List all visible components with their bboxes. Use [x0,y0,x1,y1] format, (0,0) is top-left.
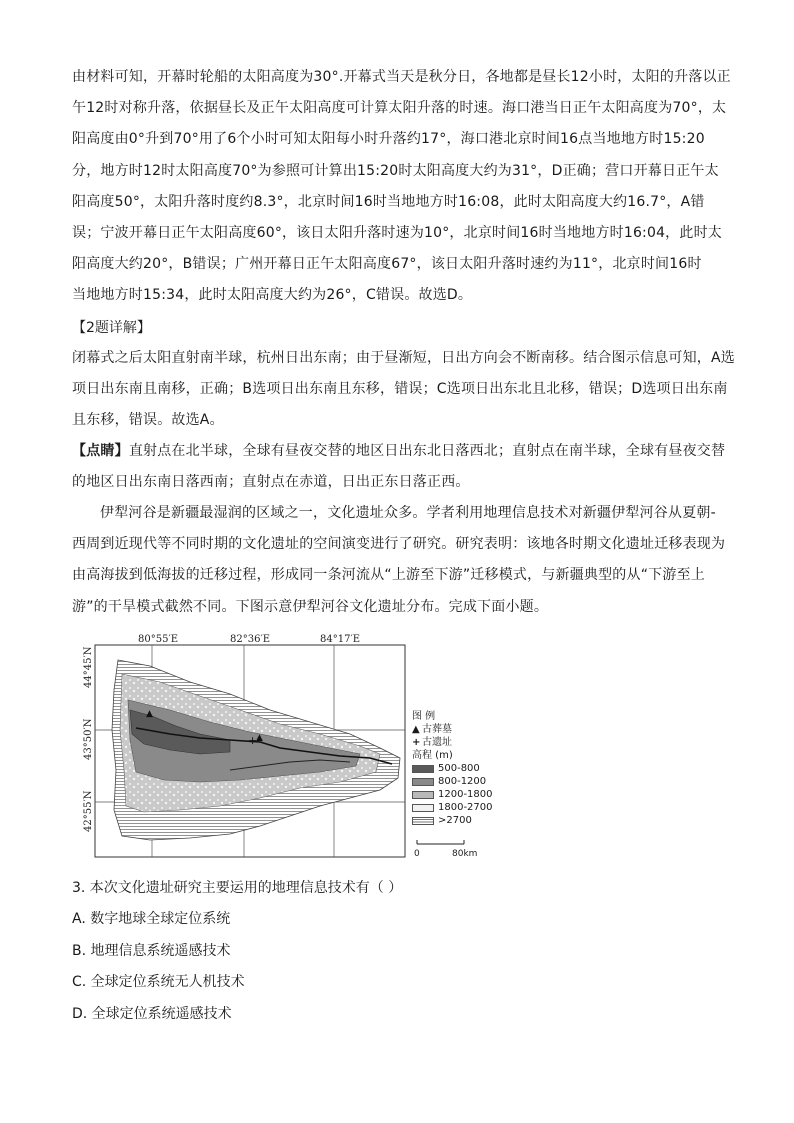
answer-q1-line: 午12时对称升落，依据昼长及正午太阳高度可计算太阳升落的时速。海口港当日正午太阳高度为70°，太 [72,100,727,117]
material-paragraph [72,498,726,623]
lon-label: 82°36′E [230,634,271,645]
swatch-1800-2700 [412,804,434,812]
legend-elev-800-1200 [412,775,493,788]
lat-label: 42°55′N [83,790,94,832]
scale-bar [414,840,477,859]
answer-q2-line: 项日出东南且南移，正确；B选项日出东南且东移，错误；C选项日出东北且北移，错误；D选项日出东南 [72,381,728,398]
tip-line-1 [72,436,726,467]
legend-elev-above-2700 [412,814,493,827]
material-line: 伊犁河谷是新疆最湿润的区域之一，文化遗址众多。学者利用地理信息技术对新疆伊犁河谷从夏朝- [100,505,716,521]
material-line: 游”的干旱模式截然不同。下图示意伊犁河谷文化遗址分布。完成下面小题。 [72,598,549,615]
site-symbol-icon: + [412,737,421,748]
elevation-title [412,749,493,762]
site-marker-icon: + [248,734,258,747]
answer-q1-paragraph [72,62,731,312]
answer-q1-line: 阳高度大约20°，B错误；广州开幕日正午太阳高度67°，该日太阳升落时速约为11°，北京时间16时 [72,256,702,273]
legend-title [412,710,493,723]
answer-q1-line: 误；宁波开幕日正午太阳高度60°，该日太阳升落时速为10°，北京时间16时当地地方时16:04，此时太 [72,225,722,242]
swatch-500-800 [412,765,434,773]
legend-label: 500-800 [438,763,480,774]
option-b[interactable]: B. 地理信息系统遥感技术 [72,943,231,959]
lat-label: 43°50′N [83,718,94,760]
legend-item-site [412,736,493,749]
legend-title-text: 图 例 [412,711,436,722]
tip-line-2: 的地区日出东南日落西南；直射点在赤道，日出正东日落正西。 [72,474,470,491]
material-line: 由高海拔到低海拔的迁移过程，形成同一条河流从“上游至下游”迁移模式，与新疆典型的从“下游至上 [72,567,705,584]
q2-detail-heading: 【2题详解】 [72,320,151,336]
legend-elev-1200-1800 [412,788,493,801]
tomb-marker-icon: ▲ [146,709,153,719]
legend-label: 古遗址 [422,737,452,748]
legend-label: 1200-1800 [438,789,493,800]
legend-label: 古葬墓 [422,724,452,735]
legend-item-tomb [412,723,493,736]
lon-label: 84°17′E [320,634,361,645]
answer-q2-paragraph [72,343,735,437]
answer-q2-line: 闭幕式之后太阳直射南半球，杭州日出东南；由于昼渐短，日出方向会不断南移。结合图示信息可知，A选 [72,350,735,366]
answer-q1-line: 阳高度50°，太阳升落时度约8.3°，北京时间16时当地地方时16:08，此时太阳高度大约16.7°，A错 [72,193,705,210]
tomb-symbol-icon: ▲ [412,724,420,735]
tomb-marker-icon: ▲ [256,733,263,743]
tip-text: 直射点在北半球，全球有昼夜交替的地区日出东北日落西北；直射点在南半球，全球有昼夜交替 [128,443,726,459]
tip-label: 【点睛】 [72,443,129,459]
legend-elev-500-800 [412,762,493,775]
answer-q1-line: 当地地方时15:34，此时太阳高度大约为26°，C错误。故选D。 [72,287,473,304]
scale-zero: 0 [414,849,420,859]
material-line: 西周到近现代等不同时期的文化遗址的空间演变进行了研究。研究表明：该地各时期文化遗址迁移表现为 [72,536,726,553]
lat-label: 44°45′N [83,646,94,688]
swatch-1200-1800 [412,791,434,799]
option-a[interactable]: A. 数字地球全球定位系统 [72,911,231,927]
lon-label: 80°55′E [138,634,179,645]
swatch-above-2700 [412,817,434,825]
legend-label: >2700 [438,815,472,826]
map-legend [412,710,493,827]
tip-paragraph [72,436,726,498]
answer-q2-line: 且东移，错误。故选A。 [72,412,224,429]
answer-q1-line: 由材料可知，开幕时轮船的太阳高度为30°.开幕式当天是秋分日，各地都是昼长12小时，太阳的升落以正 [72,69,731,85]
legend-elev-1800-2700 [412,801,493,814]
swatch-800-1200 [412,778,434,786]
answer-q1-line: 阳高度由0°升到70°用了6个小时可知太阳每小时升落约17°，海口港北京时间16点当地地方时15:20 [72,131,705,148]
answer-q1-line: 分，地方时12时太阳高度70°为参照可计算出15:20时太阳高度大约为31°，D正确；营口开幕日正午太 [72,162,719,179]
question-3-stem: 3. 本次文化遗址研究主要运用的地理信息技术有（ ） [72,880,403,896]
option-c[interactable]: C. 全球定位系统无人机技术 [72,974,245,990]
scale-label: 80km [452,849,478,859]
option-d[interactable]: D. 全球定位系统遥感技术 [72,1006,232,1022]
elevation-title-text: 高程 (m) [412,750,453,761]
legend-label: 800-1200 [438,776,487,787]
legend-label: 1800-2700 [438,802,493,813]
